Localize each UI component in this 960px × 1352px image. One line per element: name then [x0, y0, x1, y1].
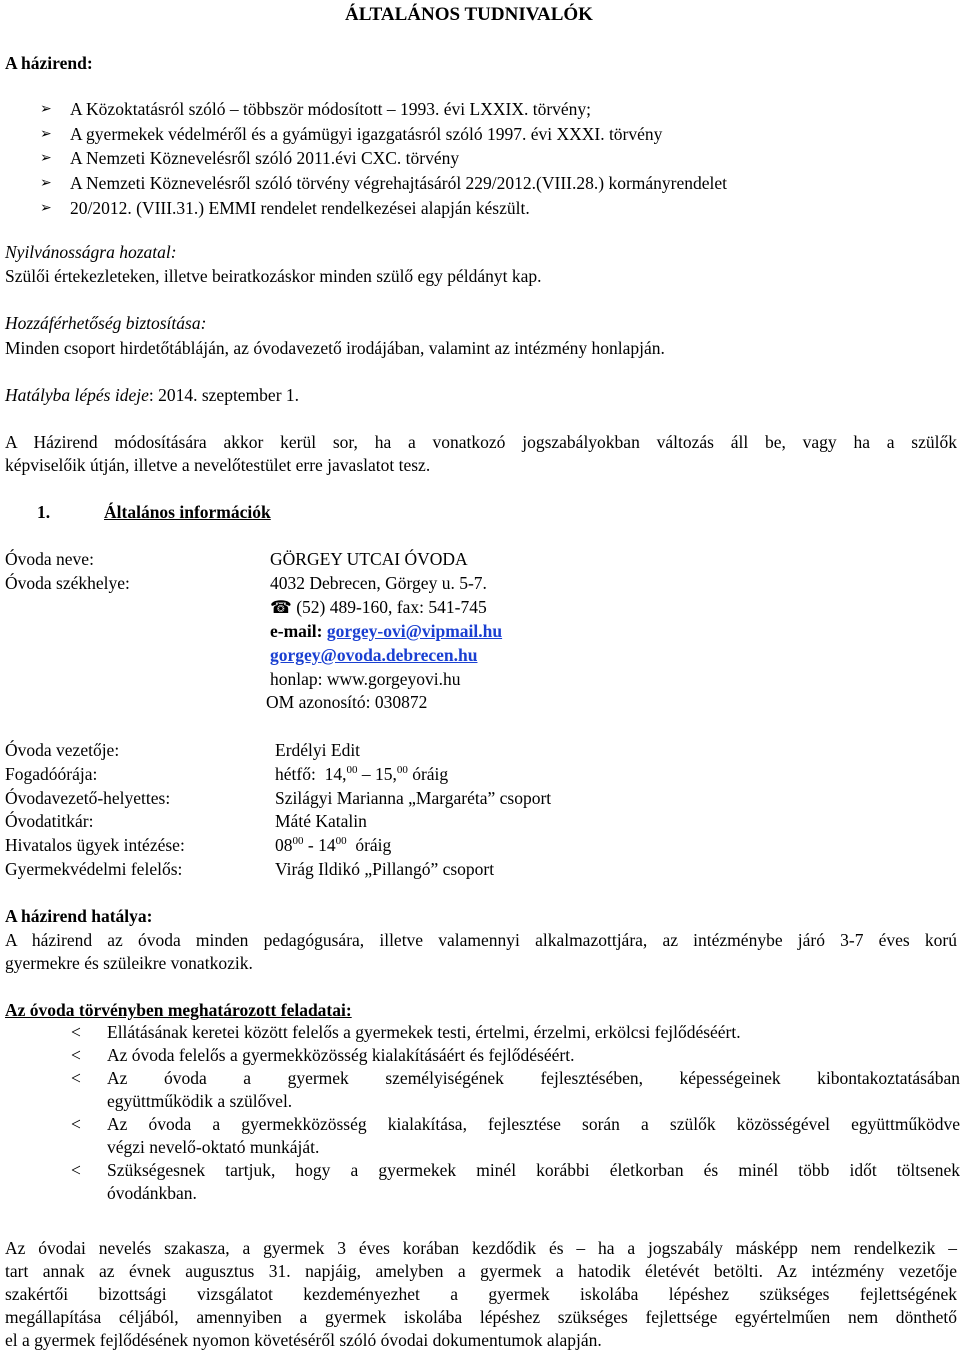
office-hours-label: Hivatalos ügyek intézése: — [5, 835, 185, 855]
email-link-1[interactable]: gorgey-ovi@vipmail.hu — [326, 621, 503, 641]
arrow-bullet-icon: ➢ — [40, 176, 52, 192]
list-item: ➢ A Közoktatásról szóló – többször módosított – 1993. évi LXXIX. törvény; — [40, 99, 592, 119]
list-item: < Ellátásának keretei között felelős a gyermekek testi, értelmi, érzelmi, erkölcsi fejlődéséért. — [71, 1022, 741, 1042]
leader-label: Óvoda vezetője: — [5, 740, 120, 760]
list-item: < Az óvoda a gyermekközösség kialakítása, fejlesztése során a szülők közösségével együttműködve végzi nevelő-oktató munkáját. — [71, 1114, 960, 1157]
legal-basis-list — [40, 98, 727, 221]
tasks-heading: Az óvoda törvényben meghatározott feladatai: — [5, 1000, 352, 1020]
list-item: < Az óvoda a gyermek személyiségének fejlesztésében, képességeinek kibontakoztatásában együttműködik a szülővel. — [71, 1068, 960, 1111]
access-label: Hozzáférhetőség biztosítása: — [5, 313, 207, 333]
seat-value: 4032 Debrecen, Görgey u. 5-7. — [270, 573, 487, 593]
page-title: ÁLTALÁNOS TUDNIVALÓK — [345, 4, 593, 25]
chevron-left-icon: < — [71, 1114, 81, 1134]
phone-line: ☎ (52) 489-160, fax: 541-745 — [270, 597, 487, 617]
chevron-left-icon: < — [71, 1068, 81, 1088]
arrow-bullet-icon: ➢ — [40, 102, 52, 117]
list-item: < Az óvoda felelős a gyermekközösség kialakításáért és fejlődéséért. — [71, 1045, 575, 1065]
scope-paragraph: A házirend az óvoda minden pedagógusára, illetve valamennyi alkalmazottjára, az intézménybe járó 3-7 éves korú gyermekre és szüleikre vonatkozik. — [5, 930, 957, 973]
effective-date: Hatályba lépés ideje: 2014. szeptember 1. — [5, 385, 300, 405]
child-protection-label: Gyermekvédelmi felelős: — [5, 859, 183, 879]
email-line: e-mail: gorgey-ovi@vipmail.hu — [270, 621, 503, 641]
name-label: Óvoda neve: — [5, 549, 94, 569]
hours-label: Fogadóórája: — [5, 764, 98, 784]
arrow-bullet-icon: ➢ — [40, 200, 52, 216]
list-item: < Szükségesnek tartjuk, hogy a gyermekek minél korábbi életkorban és minél több időt töltsenek óvodánkban. — [71, 1160, 960, 1203]
deputy-label: Óvodavezető-helyettes: — [5, 788, 171, 808]
office-hours-value: $08^{00} - 14^{00}$ óráig — [275, 835, 392, 855]
email-link-2[interactable]: gorgey@ovoda.debrecen.hu — [270, 645, 478, 665]
list-item: ➢ A Nemzeti Köznevelésről szóló 2011.évi CXC. törvény — [40, 148, 460, 169]
closing-paragraph: Az óvodai nevelés szakasza, a gyermek 3 éves korában kezdődik és – ha a jogszabály másképp nem rendelkezik – tart annak az évnek augusztus 31. napjáig, amelyben a gyermek a hatodik életévét betölti. Az intézmény vezetője szakértői bizottsági vizsgálatot kezdeményezhet a gyermek iskolába lépéshez szükséges fejlettségének megállapítása céljából, amennyiben a gyermek iskolába lépéshez szükséges fejlettsége egyértelműen nem dönthető el a gyermek fejlődésének nyomon követéséről szóló óvodai dokumentumok alapján. — [5, 1238, 957, 1350]
website: honlap: www.gorgeyovi.hu — [270, 669, 461, 689]
name-value: GÖRGEY UTCAI ÓVODA — [270, 549, 468, 569]
hours-value: hétfő: 14,00 – 15,00 óráig — [275, 764, 449, 784]
arrow-bullet-icon: ➢ — [40, 151, 52, 167]
deputy-value: Szilágyi Marianna „Margaréta” csoport — [275, 788, 552, 808]
child-protection-value: Virág Ildikó „Pillangó” csoport — [275, 859, 495, 879]
section-title: Általános információk — [104, 502, 271, 522]
chevron-left-icon: < — [71, 1045, 81, 1065]
arrow-bullet-icon: ➢ — [40, 126, 52, 142]
email-line-2 — [270, 644, 477, 667]
tasks-list — [5, 1021, 960, 1205]
list-item: ➢ A Nemzeti Köznevelésről szóló törvény végrehajtásáról 229/2012.(VIII.28.) kormányrendelet — [40, 173, 728, 194]
scope-heading: A házirend hatálya: — [5, 906, 153, 926]
chevron-left-icon: < — [71, 1160, 81, 1180]
access-text: Minden csoport hirdetőtábláján, az óvodavezető irodájában, valamint az intézmény honlapján. — [5, 338, 665, 358]
leader-value: Erdélyi Edit — [275, 740, 361, 760]
list-item: ➢ 20/2012. (VIII.31.) EMMI rendelet rendelkezései alapján készült. — [40, 197, 530, 218]
chevron-left-icon: < — [71, 1022, 81, 1042]
publication-label: Nyilvánosságra hozatal: — [5, 242, 177, 262]
publication-text: Szülői értekezleteken, illetve beiratkozáskor minden szülő egy példányt kap. — [5, 266, 542, 286]
amendment-paragraph: A Házirend módosítására akkor kerül sor, ha a vonatkozó jogszabályokban változás áll be, vagy ha a szülők képviselőik útján, illetve a nevelőtestület erre javaslatot tesz. — [5, 432, 957, 475]
seat-label: Óvoda székhelye: — [5, 573, 130, 593]
phone-icon: ☎ — [270, 597, 292, 617]
list-item: ➢ A gyermekek védelméről és a gyámügyi igazgatásról szóló 1997. évi XXXI. törvény — [40, 123, 663, 144]
om-id: OM azonosító: 030872 — [266, 692, 428, 712]
secretary-value: Máté Katalin — [275, 811, 367, 831]
hazirend-label: A házirend: — [5, 53, 93, 73]
section-number: 1. — [37, 502, 51, 522]
secretary-label: Óvodatitkár: — [5, 811, 94, 831]
